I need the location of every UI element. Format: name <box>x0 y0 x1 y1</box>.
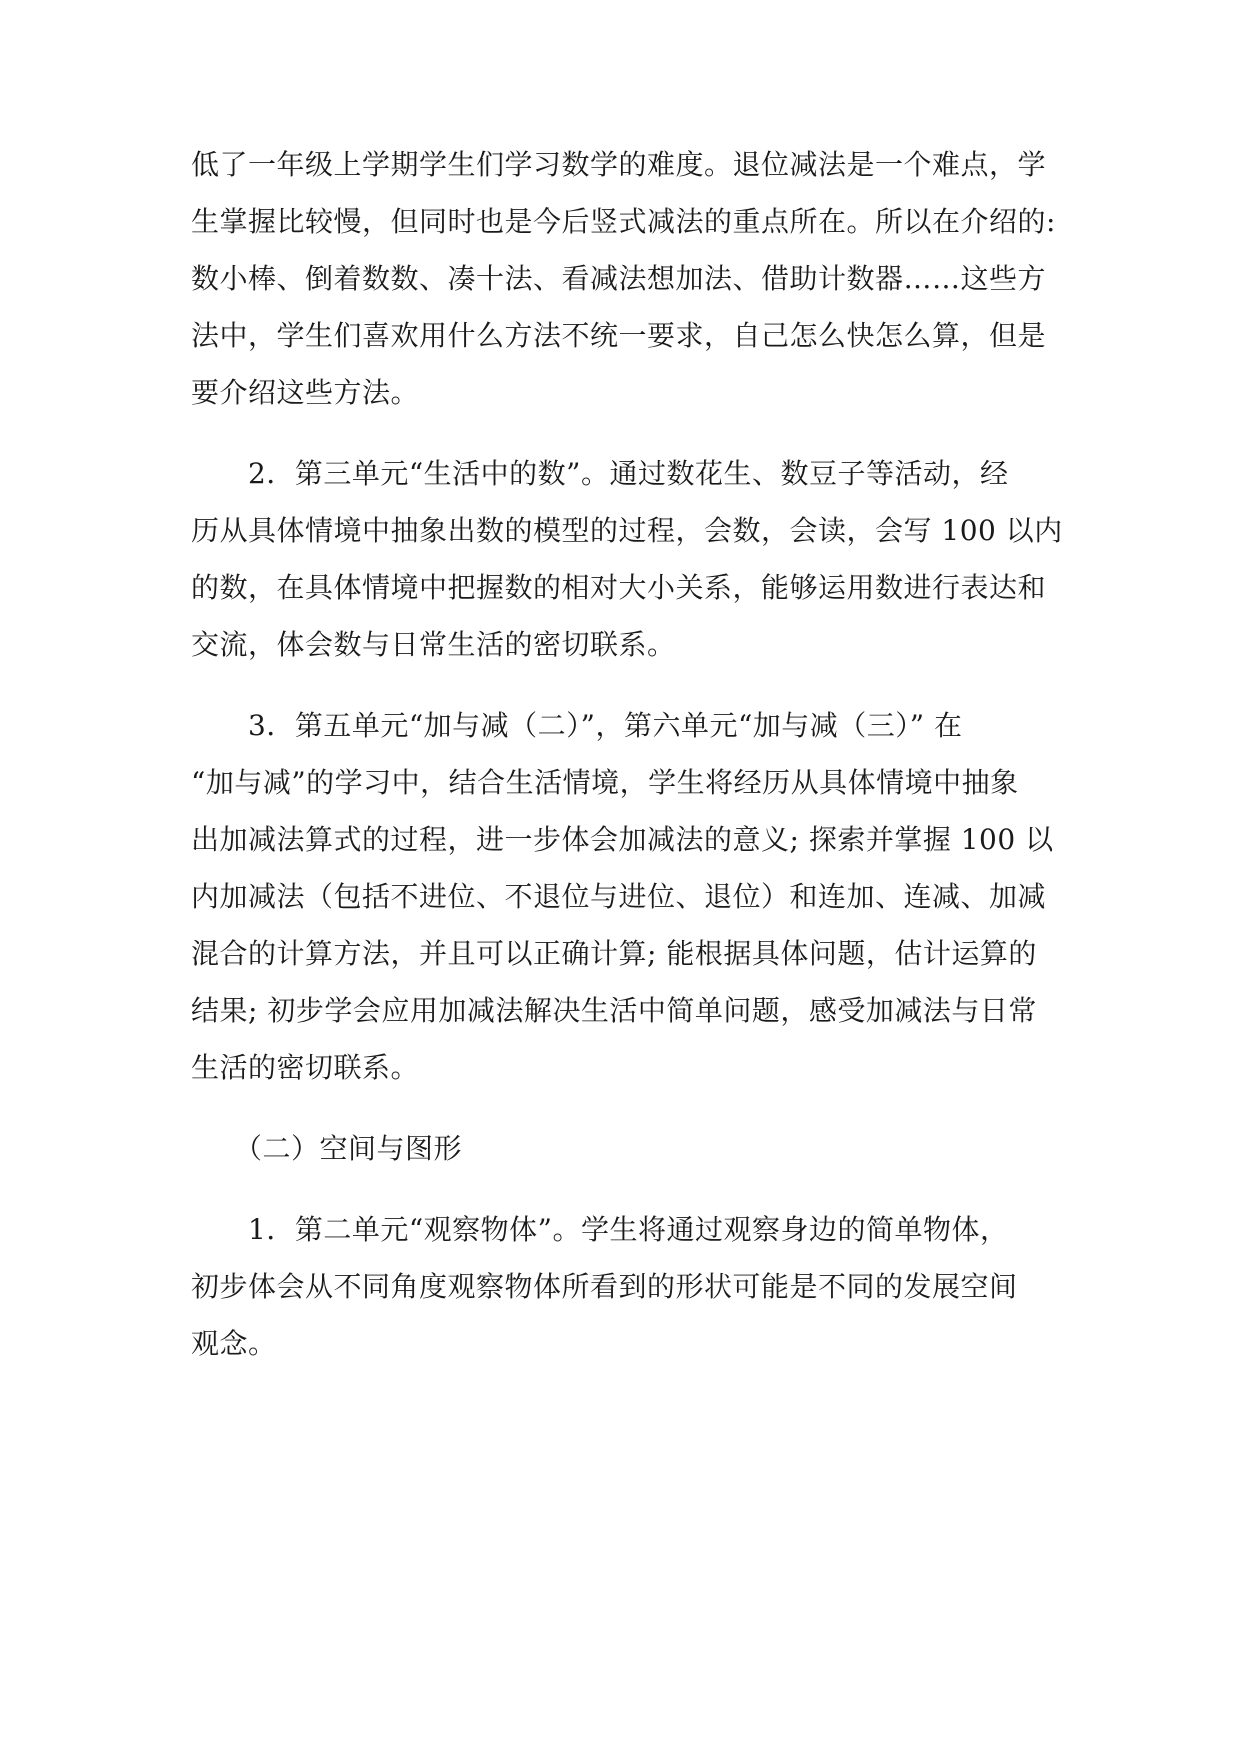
paragraph-line: 要介绍这些方法。 <box>191 376 420 409</box>
paragraph-line: 生活的密切联系。 <box>191 1051 420 1084</box>
paragraph-line: 混合的计算方法，并且可以正确计算; 能根据具体问题，估计运算的 <box>191 937 1037 970</box>
paragraph-line: 生掌握比较慢，但同时也是今后竖式减法的重点所在。所以在介绍的: <box>191 205 1056 238</box>
paragraph-line: 2．第三单元“生活中的数”。通过数花生、数豆子等活动，经 <box>248 457 1009 490</box>
paragraph-line: 历从具体情境中抽象出数的模型的过程，会数，会读，会写 100 以内 <box>191 514 1063 547</box>
paragraph-line: 结果; 初步学会应用加减法解决生活中简单问题，感受加减法与日常 <box>191 994 1037 1027</box>
paragraph-line: 1．第二单元“观察物体”。学生将通过观察身边的简单物体， <box>248 1213 1009 1246</box>
paragraph-line: 的数，在具体情境中把握数的相对大小关系，能够运用数进行表达和 <box>191 571 1047 604</box>
paragraph-line: 低了一年级上学期学生们学习数学的难度。退位减法是一个难点，学 <box>191 148 1047 181</box>
paragraph-line: 法中，学生们喜欢用什么方法不统一要求，自己怎么快怎么算，但是 <box>191 319 1047 352</box>
paragraph-line: 观念。 <box>191 1327 277 1360</box>
paragraph-line: 3．第五单元“加与减（二）”，第六单元“加与减（三）” 在 <box>248 709 963 742</box>
paragraph-line: 内加减法（包括不进位、不退位与进位、退位）和连加、连减、加减 <box>191 880 1047 913</box>
section-heading-text: （二）空间与图形 <box>234 1132 463 1165</box>
paragraph-line: 初步体会从不同角度观察物体所看到的形状可能是不同的发展空间 <box>191 1270 1018 1303</box>
paragraph-line: 交流，体会数与日常生活的密切联系。 <box>191 628 676 661</box>
paragraph-line: 出加减法算式的过程，进一步体会加减法的意义; 探索并掌握 100 以 <box>191 823 1054 856</box>
paragraph-line: “加与减”的学习中，结合生活情境，学生将经历从具体情境中抽象 <box>191 766 1019 799</box>
paragraph-line: 数小棒、倒着数数、凑十法、看减法想加法、借助计数器……这些方 <box>191 262 1047 295</box>
